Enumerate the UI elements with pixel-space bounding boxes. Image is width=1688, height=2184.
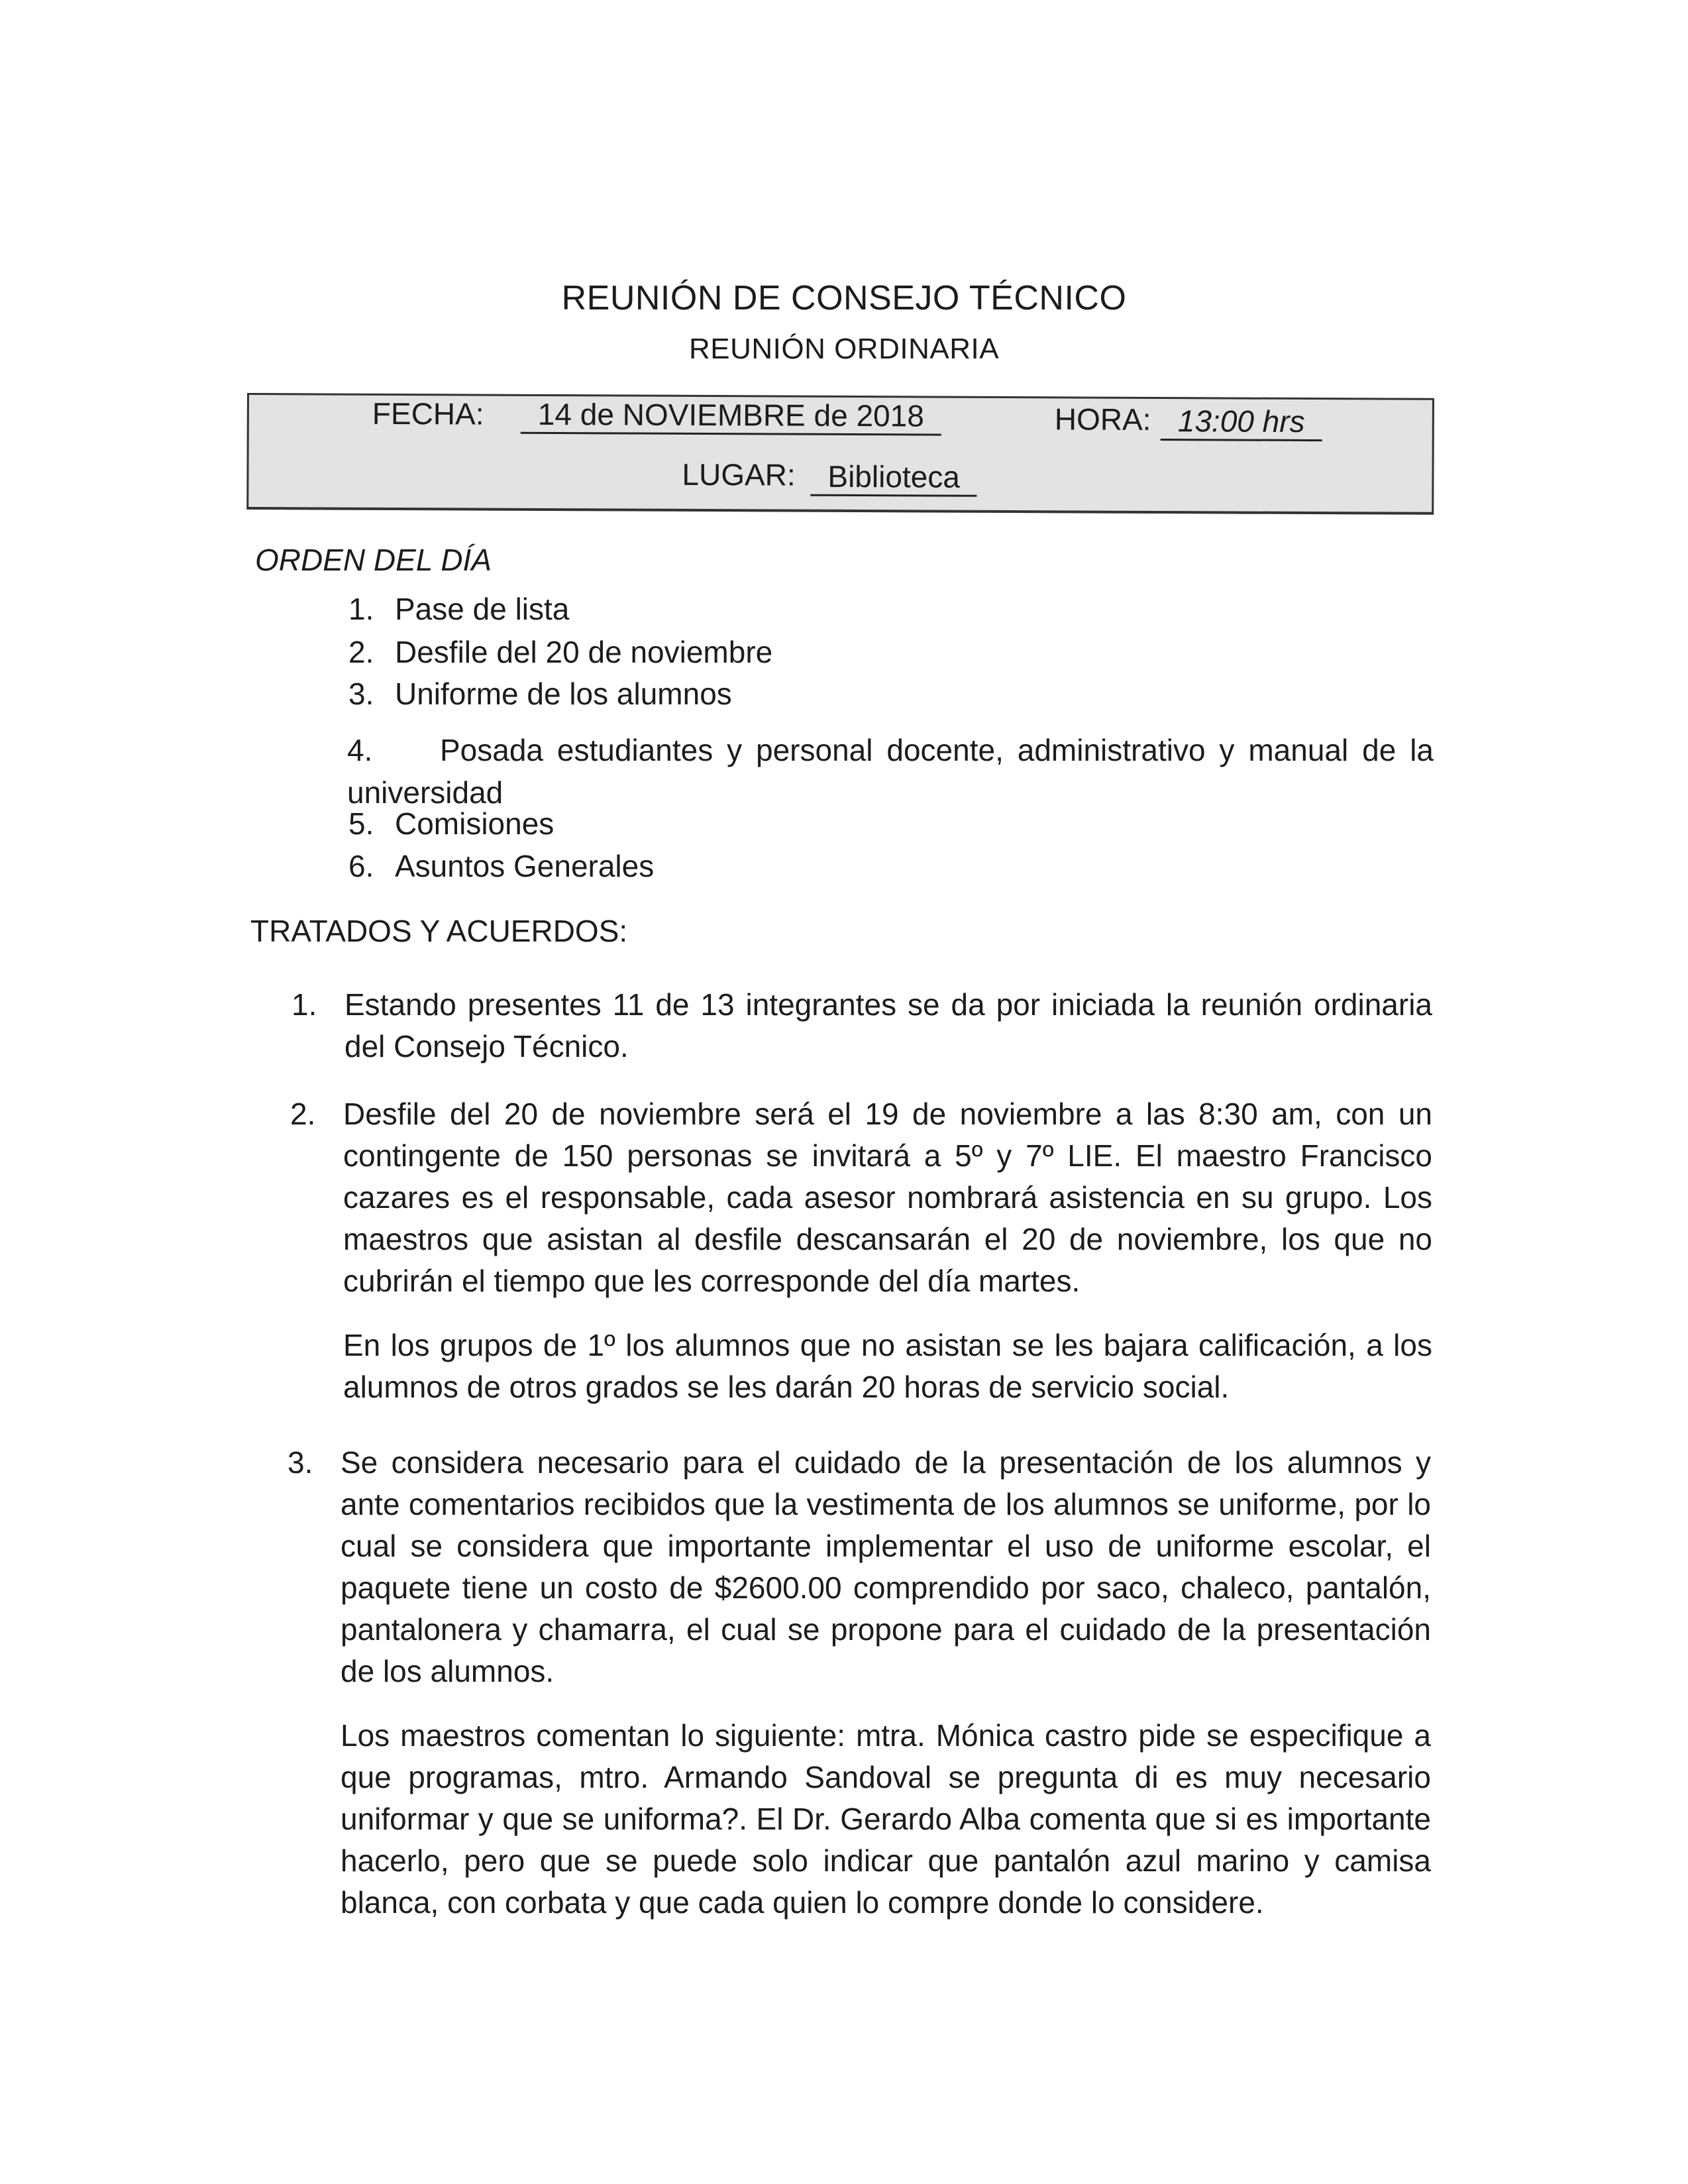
agreement-paragraph: Los maestros comentan lo siguiente: mtra. Mónica castro pide se especifique a que programas, mtro. Armando Sandoval se pregunta di es muy necesario uniformar y que se uniforma?. El Dr. Gerardo Alba comenta que si es importante hacerlo, pero que se puede solo indicar que pantalón azul marino y camisa blanca, con corbata y que cada quien lo compre donde lo considere. <box>341 1718 1431 1920</box>
document-title: REUNIÓN DE CONSEJO TÉCNICO <box>561 279 1127 317</box>
agenda-heading: ORDEN DEL DÍA <box>255 543 492 577</box>
hora-label: HORA: <box>1054 402 1151 437</box>
agenda-item-text: Desfile del 20 de noviembre <box>395 635 773 669</box>
agreement-item <box>290 1093 1432 1408</box>
agreement-paragraph: Estando presentes 11 de 13 integrantes se da por iniciada la reunión ordinaria del Consejo Técnico. <box>344 987 1432 1064</box>
agenda-item <box>347 729 1434 814</box>
agenda-item <box>348 634 772 670</box>
agenda-item-text: Uniforme de los alumnos <box>395 677 732 711</box>
agenda-item-number: 6. <box>348 849 374 883</box>
agenda-item-number: 3. <box>348 677 374 711</box>
agenda-item <box>348 676 732 712</box>
agenda-item-number: 1. <box>348 592 374 626</box>
lugar-value: Biblioteca <box>810 459 977 497</box>
agenda-item-number: 5. <box>348 806 374 841</box>
agenda-item <box>348 591 569 627</box>
fecha-label: FECHA: <box>372 396 484 431</box>
lugar-label: LUGAR: <box>682 457 796 492</box>
hora-value: 13:00 hrs <box>1161 403 1322 441</box>
agenda-item-number: 2. <box>348 635 374 669</box>
agreement-item <box>291 984 1432 1067</box>
agenda-item-text: Comisiones <box>395 806 554 841</box>
agenda-item-text: Pase de lista <box>395 592 570 626</box>
agenda-item-number: 4. <box>347 733 373 767</box>
agreement-number: 1. <box>291 987 317 1022</box>
meeting-info-box <box>246 393 1434 515</box>
agenda-item-text: Asuntos Generales <box>395 849 655 883</box>
fecha-value: 14 de NOVIEMBRE de 2018 <box>521 396 941 436</box>
document-subtitle: REUNIÓN ORDINARIA <box>688 333 1000 365</box>
agenda-item-text: Posada estudiantes y personal docente, administrativo y manual de la universidad <box>347 733 1434 810</box>
agreement-number: 2. <box>290 1097 316 1131</box>
agreement-item <box>288 1442 1431 1924</box>
agreement-number: 3. <box>288 1445 313 1480</box>
agreements-heading: TRATADOS Y ACUERDOS: <box>250 914 628 948</box>
agenda-item <box>348 848 654 884</box>
agreement-paragraph: Se considera necesario para el cuidado de la presentación de los alumnos y ante comentarios recibidos que la vestimenta de los alumnos se uniforme, por lo cual se considera que importante implementar el uso de uniforme escolar, el paquete tiene un costo de $2600.00 comprendido por saco, chaleco, pantalón, pantalonera y chamarra, el cual se propone para el cuidado de la presentación de los alumnos. <box>341 1445 1431 1688</box>
agreement-paragraph: En los grupos de 1º los alumnos que no asistan se les bajara calificación, a los alumnos de otros grados se les darán 20 horas de servicio social. <box>343 1328 1432 1404</box>
agreement-paragraph: Desfile del 20 de noviembre será el 19 de noviembre a las 8:30 am, con un contingente de 150 personas se invitará a 5º y 7º LIE. El maestro Francisco cazares es el responsable, cada asesor nombrará asistencia en su grupo. Los maestros que asistan al desfile descansarán el 20 de noviembre, los que no cubrirán el tiempo que les corresponde del día martes. <box>343 1097 1432 1298</box>
agenda-item <box>348 806 554 842</box>
